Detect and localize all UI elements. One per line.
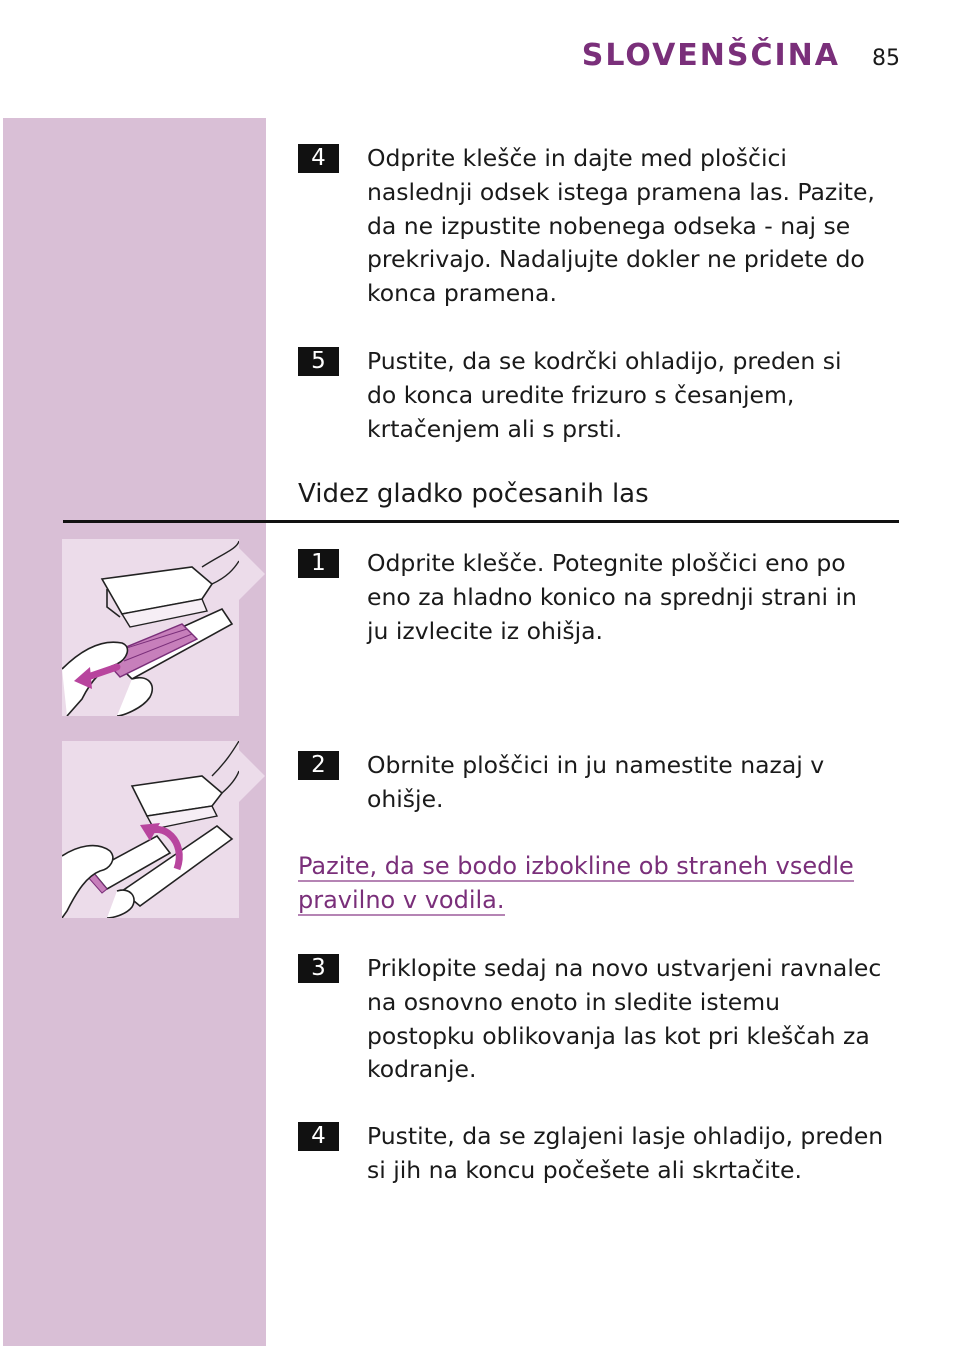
page-number: 85 [872, 46, 900, 71]
step-text: Odprite klešče. Potegnite ploščici eno po eno za hladno konico na sprednji strani in ju izvlecite iz ohišja. [367, 549, 857, 645]
step-text: Odprite klešče in dajte med ploščici naslednji odsek istega pramena las. Pazite, da ne izpustite nobenega odseka - naj se prekrivajo. Nadaljujte dokler ne pridete do konca pramena. [367, 144, 875, 308]
note-line-2: pravilno v vodila. [298, 885, 505, 914]
step-number-badge: 2 [298, 751, 339, 780]
left-sidebar-band [3, 118, 266, 1346]
section-title: Videz gladko počesanih las [298, 479, 649, 509]
step-number-badge: 4 [298, 1122, 339, 1151]
step-number-badge: 3 [298, 954, 339, 983]
step-text: Pustite, da se zglajeni lasje ohladijo, preden si jih na koncu počešete ali skrtačite. [367, 1122, 884, 1184]
illustration-pointer [239, 548, 265, 600]
plates-flip-illustration [62, 741, 239, 918]
plates-pull-out-illustration [62, 539, 239, 716]
step-number-badge: 5 [298, 347, 339, 376]
note-line-1: Pazite, da se bodo izbokline ob straneh vsedle [298, 852, 854, 880]
step-text: Pustite, da se kodrčki ohladijo, preden si do konca uredite frizuro s česanjem, krtačenjem ali s prsti. [367, 347, 842, 443]
step-number-badge: 1 [298, 549, 339, 578]
step-text: Obrnite ploščici in ju namestite nazaj v ohišje. [367, 751, 825, 813]
step-text: Priklopite sedaj na novo ustvarjeni ravnalec na osnovno enoto in sledite istemu postopku oblikovanja las kot pri kleščah za kodranje. [367, 954, 882, 1084]
language-heading: SLOVENŠČINA [581, 38, 840, 73]
illustration-pointer [239, 750, 265, 802]
caution-note [298, 850, 898, 917]
section-divider [63, 520, 899, 523]
step-number-badge: 4 [298, 144, 339, 173]
